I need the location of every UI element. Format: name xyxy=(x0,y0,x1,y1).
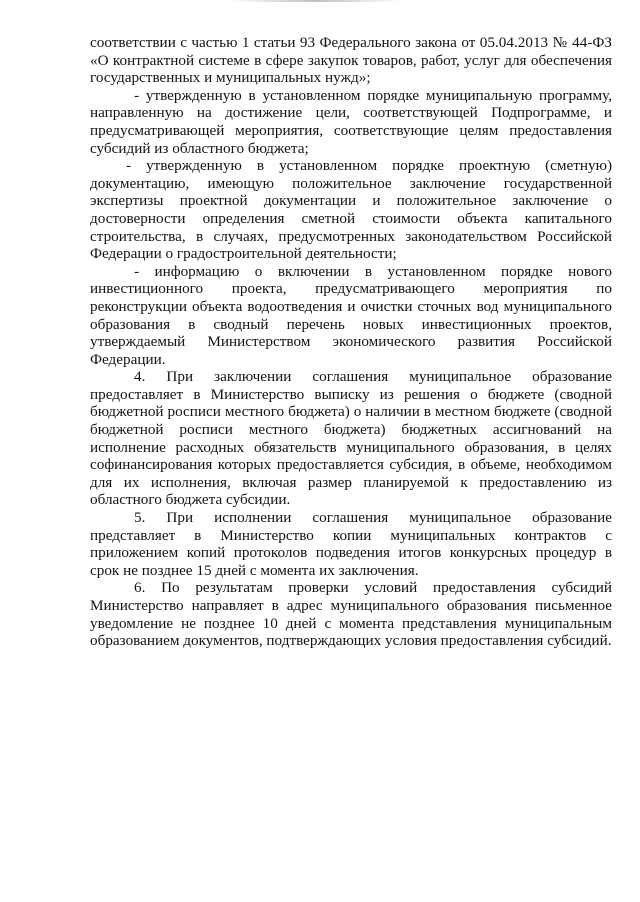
paragraph-investment-project: - информацию о включении в установленном порядке нового инвестиционного проекта, предусматривающего мероприятия по реконструкции объекта водоотведения и очистки сточных вод муниципального образования в сводный перечень новых инвестиционных проектов, утверждаемый Министерством экономического развития Российской Федерации. xyxy=(90,262,612,368)
paragraph-item-4: 4. При заключении соглашения муниципальное образование предоставляет в Министерство выписку из решения о бюджете (сводной бюджетной росписи местного бюджета) о наличии в местном бюджете (сводной бюджетной росписи местного бюджета) бюджетных ассигнований на исполнение расходных обязательств муниципального образования, в целях софинансирования которых предоставляется субсидия, в объеме, необходимом для их исполнения, включая размер планируемой к предоставлению из областного бюджета субсидии. xyxy=(90,368,612,509)
paragraph-item-6: 6. По результатам проверки условий предоставления субсидий Министерство направляет в адрес муниципального образования письменное уведомление не позднее 10 дней с момента представления муниципальным образованием документов, подтверждающих условия предоставления субсидий. xyxy=(90,579,612,650)
paragraph-project-documentation: - утвержденную в установленном порядке проектную (сметную) документацию, имеющую положительное заключение государственной экспертизы проектной документации и положительное заключение о достоверности определения сметной стоимости объекта капитального строительства, в случаях, предусмотренных законодательством Российской Федерации о градостроительной деятельности; xyxy=(90,157,612,263)
scan-edge-mark xyxy=(230,0,400,2)
document-page xyxy=(90,34,612,650)
paragraph-law-reference: соответствии с частью 1 статьи 93 Федерального закона от 05.04.2013 № 44-ФЗ «О контрактной системе в сфере закупок товаров, работ, услуг для обеспечения государственных и муниципальных нужд»; xyxy=(90,34,612,87)
paragraph-municipal-program: - утвержденную в установленном порядке муниципальную программу, направленную на достижение цели, соответствующей Подпрограмме, и предусматривающей мероприятия, соответствующие целям предоставления субсидий из областного бюджета; xyxy=(90,86,612,157)
paragraph-item-5: 5. При исполнении соглашения муниципальное образование представляет в Министерство копии муниципальных контрактов с приложением копий протоколов подведения итогов конкурсных процедур в срок не позднее 15 дней с момента их заключения. xyxy=(90,509,612,579)
